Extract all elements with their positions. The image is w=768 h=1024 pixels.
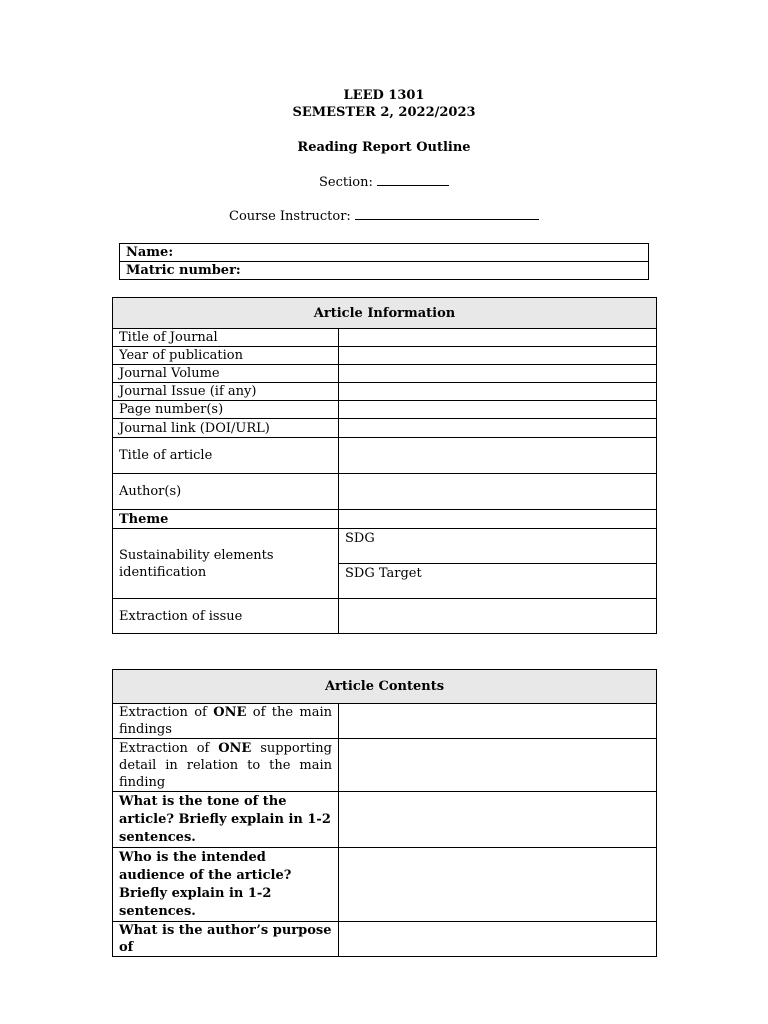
sdg-target-cell[interactable] xyxy=(339,564,657,599)
instructor-blank[interactable] xyxy=(355,219,539,220)
section-field[interactable] xyxy=(0,175,768,191)
sdg-target-label: SDG Target xyxy=(345,566,422,581)
answer-cell[interactable] xyxy=(339,383,657,401)
answer-cell[interactable] xyxy=(339,704,657,739)
answer-cell[interactable] xyxy=(339,599,657,634)
answer-cell[interactable] xyxy=(339,510,657,529)
answer-cell[interactable] xyxy=(339,792,657,848)
answer-cell[interactable] xyxy=(339,438,657,474)
answer-cell[interactable] xyxy=(339,329,657,347)
section-label: Section: xyxy=(319,175,373,190)
answer-cell[interactable] xyxy=(339,365,657,383)
section-blank[interactable] xyxy=(377,185,449,186)
row-label: Year of publication xyxy=(113,347,339,365)
sdg-cell[interactable] xyxy=(339,529,657,564)
question-label: Extraction of ONE supporting detail in relation to the main finding xyxy=(113,739,339,792)
matric-field[interactable]: Matric number: xyxy=(120,262,649,280)
answer-cell[interactable] xyxy=(339,347,657,365)
question-label: Who is the intended audience of the article? Briefly explain in 1-2 sentences. xyxy=(113,848,339,922)
semester: SEMESTER 2, 2022/2023 xyxy=(292,105,476,120)
row-label: Title of article xyxy=(113,438,339,474)
question-label: What is the tone of the article? Briefly explain in 1-2 sentences. xyxy=(113,792,339,848)
sustainability-label: Sustainability elements identification xyxy=(113,529,339,599)
row-label: Extraction of issue xyxy=(113,599,339,634)
answer-cell[interactable] xyxy=(339,401,657,419)
student-info-table xyxy=(119,243,649,280)
instructor-field[interactable] xyxy=(0,209,768,225)
article-contents-table xyxy=(112,669,657,957)
page-title: Reading Report Outline xyxy=(297,140,471,155)
instructor-label: Course Instructor: xyxy=(229,209,351,224)
article-information-table xyxy=(112,297,657,634)
row-label: Author(s) xyxy=(113,474,339,510)
question-label: What is the author’s purpose of xyxy=(113,922,339,957)
row-label: Journal Issue (if any) xyxy=(113,383,339,401)
answer-cell[interactable] xyxy=(339,474,657,510)
answer-cell[interactable] xyxy=(339,848,657,922)
answer-cell[interactable] xyxy=(339,739,657,792)
article-contents-heading: Article Contents xyxy=(113,670,657,704)
row-label: Title of Journal xyxy=(113,329,339,347)
name-field[interactable]: Name: xyxy=(120,244,649,262)
article-information-heading: Article Information xyxy=(113,298,657,329)
question-label: Extraction of ONE of the main findings xyxy=(113,704,339,739)
row-label: Journal link (DOI/URL) xyxy=(113,419,339,438)
sdg-label: SDG xyxy=(345,531,375,546)
answer-cell[interactable] xyxy=(339,419,657,438)
answer-cell[interactable] xyxy=(339,922,657,957)
course-code: LEED 1301 xyxy=(343,88,425,103)
row-label: Journal Volume xyxy=(113,365,339,383)
row-label: Page number(s) xyxy=(113,401,339,419)
row-label: Theme xyxy=(113,510,339,529)
